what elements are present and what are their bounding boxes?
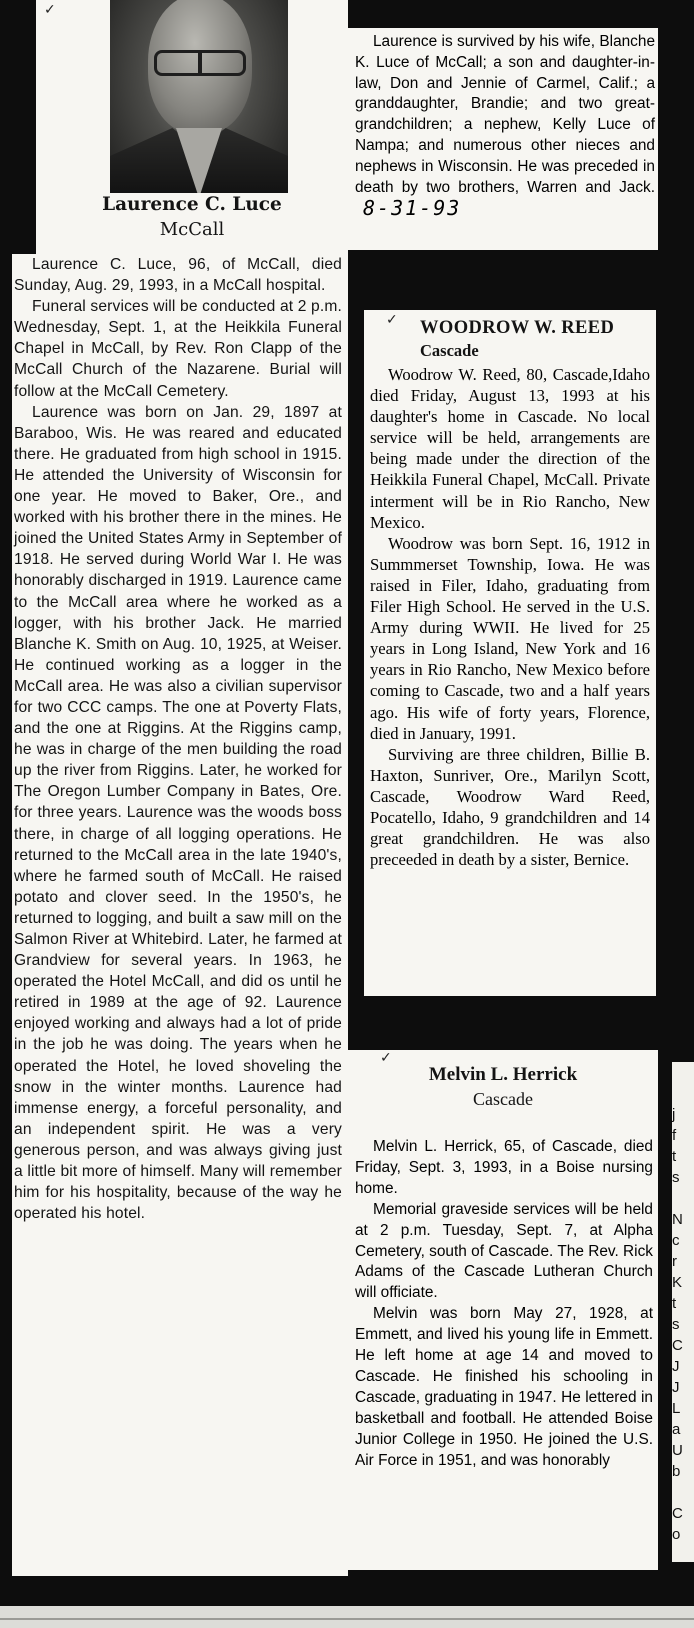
herrick-paragraph: Melvin was born May 27, 1928, at Emmett, and lived his young life in Emmett. He left home at age 14 and moved to Cascade. He finished his schooling in Cascade, graduating in 1947. He lettered in basketball and football. He attended Boise Junior College in 1950. He joined the U.S. Air Force in 1951, and was honorably [355,1305,653,1469]
edge-letter: N [672,1211,683,1228]
edge-letter: b [672,1463,681,1480]
edge-letter [672,1482,694,1503]
adjacent-clipping-fragment [672,1062,694,1562]
edge-letter: J [672,1379,680,1396]
herrick-paragraph: Melvin L. Herrick, 65, of Cascade, died Friday, Sept. 3, 1993, in a Boise nursing home. [355,1138,653,1197]
herrick-town: Cascade [473,1089,533,1109]
edge-letter: c [672,1232,680,1249]
check-mark-icon: ✓ [44,2,56,18]
edge-letter: a [672,1421,681,1438]
check-mark-icon: ✓ [380,1050,392,1066]
luce-body [12,254,344,1576]
edge-letter: o [672,1526,681,1543]
edge-letter [672,1188,694,1209]
check-mark-icon: ✓ [386,312,398,328]
edge-letter: C [672,1505,683,1522]
luce-name: Laurence C. Luce [102,194,282,215]
edge-letter: s [672,1169,680,1186]
scan-bottom-margin [0,1606,694,1628]
edge-letter: f [672,1127,677,1144]
reed-paragraph: Woodrow was born Sept. 16, 1912 in Summmerset Township, Iowa. He was raised in Filer, Idaho, graduating from Filer High School. He served in the U.S. Army during WWII. He lived for 25 years in Long Island, New York and 16 years in Rio Rancho, New Mexico before coming to Cascade, two and a half years ago. His wife of forty years, Florence, died in January, 1991. [370,533,650,743]
reed-paragraph: Surviving are three children, Billie B. Haxton, Sunriver, Ore., Marilyn Scott, Cascade, Woodrow Ward Reed, Pocatello, Idaho, 9 grandchildren and 14 great grandchildren. He was also preceeded in death by a sister, Bernice. [370,744,650,870]
herrick-heading [348,1062,658,1111]
edge-letter: t [672,1148,677,1165]
reed-town: Cascade [420,341,479,360]
luce-continued-text [355,32,655,222]
reed-heading [420,316,656,362]
edge-letter: U [672,1442,683,1459]
luce-town: McCall [159,219,225,240]
reed-body [370,364,650,870]
scan-edge-line [0,1618,694,1620]
edge-letter: s [672,1316,680,1333]
reed-paragraph: Woodrow W. Reed, 80, Cascade,Idaho died Friday, August 13, 1993 at his daughter's home in Cascade. No local service will be held, arrangements are being made under the direction of the Heikkila Funeral Chapel, McCall. Private interment will be in Rio Rancho, New Mexico. [370,365,650,532]
edge-letter: r [672,1253,677,1270]
luce-survivors-text: Laurence is survived by his wife, Blanche K. Luce of McCall; a son and daughter-in-law, Don and Jennie of Carmel, Calif.; a granddaughter, Brandie; and two great-grandchildren; a nephew, Kelly Luce of Nampa; and numerous other nieces and nephews in Wisconsin. He was preceded in death by two brothers, Warren and Jack. [355,33,655,196]
luce-paragraph: Laurence was born on Jan. 29, 1897 at Baraboo, Wis. He was reared and educated there. He graduated from high school in 1915. He attended the University of Wisconsin for one year. He moved to Baker, Ore., and worked with his brother there in the mines. He joined the United States Army in September of 1918. He served during World War I. He was honorably discharged in 1919. Laurence came to the McCall area where he worked as a logger, with his brother Jack. He married Blanche K. Smith on Aug. 10, 1925, at Weiser. He continued working as a logger in the McCall area. He was also a civilian supervisor for two CCC camps. The one at Poverty Flats, and the one at Riggins. At the Riggins camp, he was in charge of the men building the road up the river from Riggins. Later, he worked for The Oregon Lumber Company in Bates, Ore. for three years. Laurence was the woods boss there, in charge of all logging operations. He returned to the McCall area in the late 1940's, where he farmed south of McCall. He raised potato and clover seed. In the 1950's, he returned to logging, and built a saw mill on the Salmon River at Whitebird. Later, he farmed at Grandview for several years. In 1963, he operated the Hotel McCall, and did os until he retired in 1989 at the age of 92. Laurence enjoyed working and always had a lot of pride in the job he was doing. The years when he operated the Hotel, he loved shoveling the snow in the winter months. Laurence had immense energy, a forceful personality, and an independent spirit. He was a very generous person, and was always giving just a little bit more of himself. Many will remember him for his hospitality, because of the way he operated his hotel. [14,403,342,1223]
edge-letter: j [672,1106,676,1123]
edge-letter: K [672,1274,683,1291]
luce-heading [36,192,348,254]
herrick-paragraph: Memorial graveside services will be held at 2 p.m. Tuesday, Sept. 7, at Alpha Cemetery, south of Cascade. The Rev. Rick Adams of the Cascade Lutheran Church will officiate. [355,1200,653,1302]
handwritten-date: 8-31-93 [363,196,462,221]
herrick-body [355,1137,653,1472]
edge-letter: L [672,1400,681,1417]
edge-letter: J [672,1358,680,1375]
herrick-name: Melvin L. Herrick [428,1064,578,1085]
luce-portrait-photo [110,0,288,193]
reed-name: WOODROW W. REED [420,318,615,338]
luce-paragraph: Funeral services will be conducted at 2 p.m. Wednesday, Sept. 1, at the Heikkila Funeral Chapel in McCall, by Rev. Ron Clapp of the McCall Church of the Nazarene. Burial will follow at the McCall Cemetery. [14,298,342,400]
edge-letter: C [672,1337,683,1354]
luce-paragraph: Laurence C. Luce, 96, of McCall, died Sunday, Aug. 29, 1993, in a McCall hospital. [14,256,342,295]
edge-letter: t [672,1295,677,1312]
